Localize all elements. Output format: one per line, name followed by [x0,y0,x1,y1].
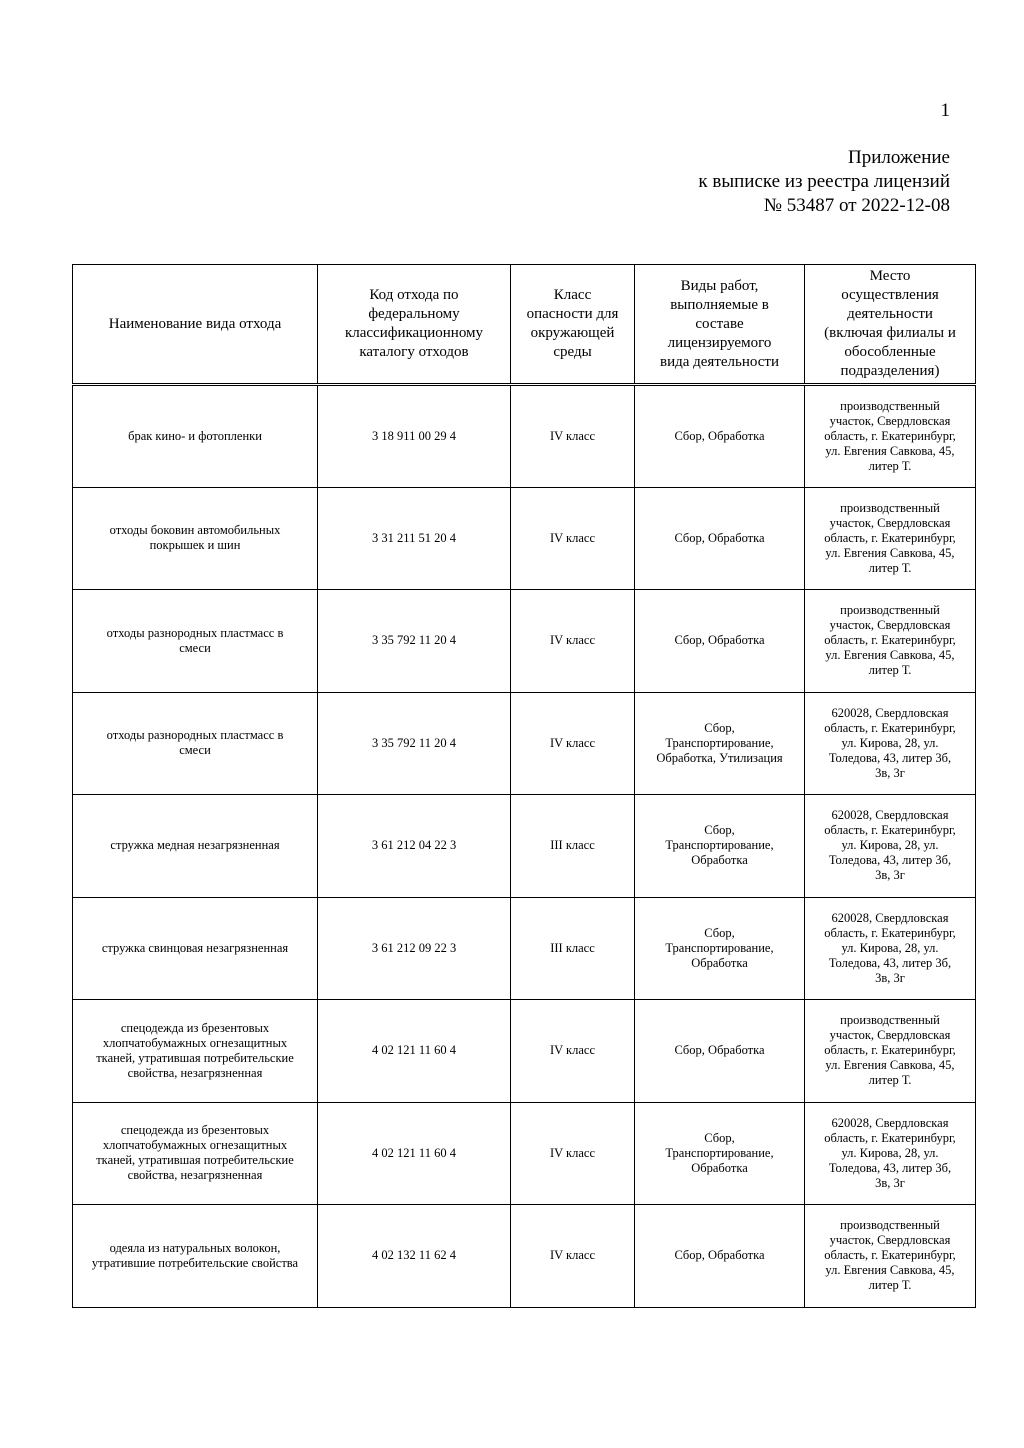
waste-code-cell: 3 35 792 11 20 4 [318,590,511,693]
table-row [73,590,976,693]
waste-name-cell: спецодежда из брезентовых хлопчатобумажных огнезащитных тканей, утратившая потребительские свойства, незагрязненная [73,1000,318,1103]
column-header-location: Место осуществления деятельности (включая филиалы и обособленные подразделения) [805,265,976,385]
work-types-cell: Сбор, Обработка [635,487,805,590]
waste-code-cell: 3 61 212 09 22 3 [318,897,511,1000]
location-cell: производственный участок, Свердловская область, г. Екатеринбург, ул. Евгения Савкова, 45, литер Т. [805,385,976,488]
hazard-class-cell: IV класс [511,1000,635,1103]
waste-code-cell: 4 02 121 11 60 4 [318,1000,511,1103]
waste-name-cell: брак кино- и фотопленки [73,385,318,488]
column-header-hazard-class: Класс опасности для окружающей среды [511,265,635,385]
location-cell: 620028, Свердловская область, г. Екатеринбург, ул. Кирова, 28, ул. Толедова, 43, литер 3б, 3в, 3г [805,692,976,795]
waste-name-cell: отходы разнородных пластмасс в смеси [73,590,318,693]
waste-name-cell: отходы разнородных пластмасс в смеси [73,692,318,795]
column-header-work-types: Виды работ, выполняемые в составе лицензируемого вида деятельности [635,265,805,385]
table-row [73,385,976,488]
table-body [73,385,976,1308]
table-header-row [73,265,976,385]
work-types-cell: Сбор, Транспортирование, Обработка [635,795,805,898]
location-cell: производственный участок, Свердловская область, г. Екатеринбург, ул. Евгения Савкова, 45, литер Т. [805,1000,976,1103]
page-number: 1 [940,100,950,121]
column-header-waste-name: Наименование вида отхода [73,265,318,385]
header-registry-number: № 53487 от 2022-12-08 [763,195,950,216]
work-types-cell: Сбор, Обработка [635,1000,805,1103]
work-types-cell: Сбор, Транспортирование, Обработка [635,1102,805,1205]
document-header [698,146,950,218]
header-title: Приложение [848,147,950,168]
waste-code-cell: 3 35 792 11 20 4 [318,692,511,795]
table-row [73,1205,976,1308]
location-cell: 620028, Свердловская область, г. Екатеринбург, ул. Кирова, 28, ул. Толедова, 43, литер 3б, 3в, 3г [805,795,976,898]
hazard-class-cell: IV класс [511,385,635,488]
hazard-class-cell: IV класс [511,487,635,590]
hazard-class-cell: IV класс [511,590,635,693]
waste-name-cell: стружка медная незагрязненная [73,795,318,898]
location-cell: производственный участок, Свердловская область, г. Екатеринбург, ул. Евгения Савкова, 45, литер Т. [805,487,976,590]
table-row [73,1102,976,1205]
hazard-class-cell: IV класс [511,1102,635,1205]
hazard-class-cell: IV класс [511,1205,635,1308]
waste-code-cell: 3 61 212 04 22 3 [318,795,511,898]
hazard-class-cell: IV класс [511,692,635,795]
table-row [73,1000,976,1103]
table-row [73,897,976,1000]
waste-name-cell: одеяла из натуральных волокон, утратившие потребительские свойства [73,1205,318,1308]
column-header-waste-code: Код отхода по федеральному классификационному каталогу отходов [318,265,511,385]
table-row [73,795,976,898]
table-row [73,487,976,590]
hazard-class-cell: III класс [511,795,635,898]
waste-code-cell: 3 31 211 51 20 4 [318,487,511,590]
work-types-cell: Сбор, Обработка [635,590,805,693]
table-row [73,692,976,795]
location-cell: 620028, Свердловская область, г. Екатеринбург, ул. Кирова, 28, ул. Толедова, 43, литер 3б, 3в, 3г [805,1102,976,1205]
waste-name-cell: отходы боковин автомобильных покрышек и шин [73,487,318,590]
location-cell: 620028, Свердловская область, г. Екатеринбург, ул. Кирова, 28, ул. Толедова, 43, литер 3б, 3в, 3г [805,897,976,1000]
location-cell: производственный участок, Свердловская область, г. Екатеринбург, ул. Евгения Савкова, 45, литер Т. [805,590,976,693]
work-types-cell: Сбор, Транспортирование, Обработка [635,897,805,1000]
work-types-cell: Сбор, Обработка [635,1205,805,1308]
location-cell: производственный участок, Свердловская область, г. Екатеринбург, ул. Евгения Савкова, 45, литер Т. [805,1205,976,1308]
waste-name-cell: стружка свинцовая незагрязненная [73,897,318,1000]
work-types-cell: Сбор, Обработка [635,385,805,488]
waste-name-cell: спецодежда из брезентовых хлопчатобумажных огнезащитных тканей, утратившая потребительские свойства, незагрязненная [73,1102,318,1205]
waste-code-cell: 3 18 911 00 29 4 [318,385,511,488]
waste-code-cell: 4 02 121 11 60 4 [318,1102,511,1205]
waste-table [72,264,976,1308]
header-subtitle: к выписке из реестра лицензий [698,171,950,192]
work-types-cell: Сбор, Транспортирование, Обработка, Утилизация [635,692,805,795]
waste-code-cell: 4 02 132 11 62 4 [318,1205,511,1308]
hazard-class-cell: III класс [511,897,635,1000]
